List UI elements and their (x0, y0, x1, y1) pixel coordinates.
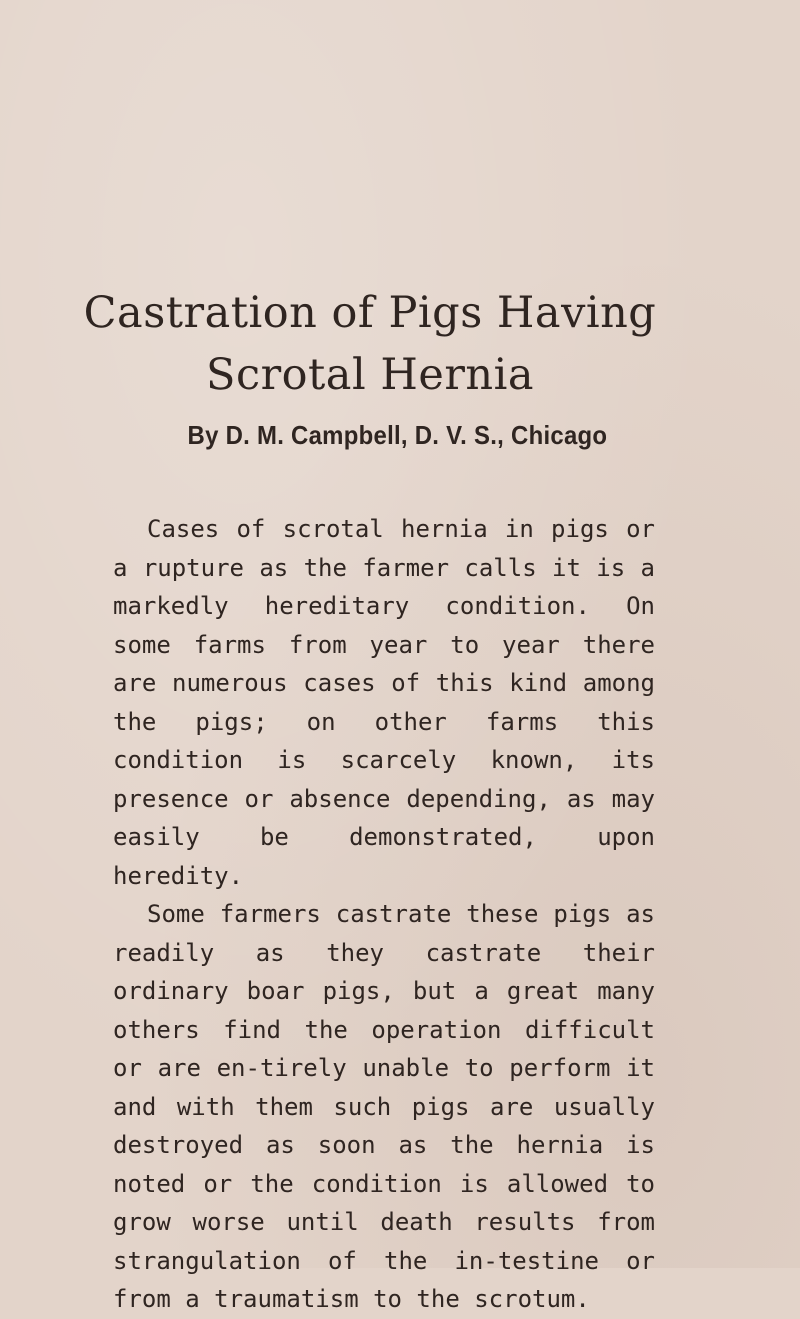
body-paragraph-2: Some farmers castrate these pigs as readily as they castrate their ordinary boar pigs, but a great many others find the operation difficult or are en-tirely unable to perform it and with them such pigs are usually destroyed as soon as the hernia is noted or the condition is allowed to grow worse until death results from strangulation of the in-testine or from a traumatism to the scrotum. (113, 900, 655, 1313)
article-title-line-1: Castration of Pigs Having (83, 288, 657, 338)
article-body (113, 510, 655, 1319)
article-title-line-2: Scrotal Hernia (206, 350, 534, 400)
article-byline: By D. M. Campbell, D. V. S., Chicago (187, 420, 608, 450)
body-paragraph-1: Cases of scrotal hernia in pigs or a rupture as the farmer calls it is a markedly hereditary condition. On some farms from year to year there are numerous cases of this kind among the pigs; on other farms this condition is scarcely known, its presence or absence depending, as may easily be demonstrated, upon heredity. (113, 515, 655, 890)
